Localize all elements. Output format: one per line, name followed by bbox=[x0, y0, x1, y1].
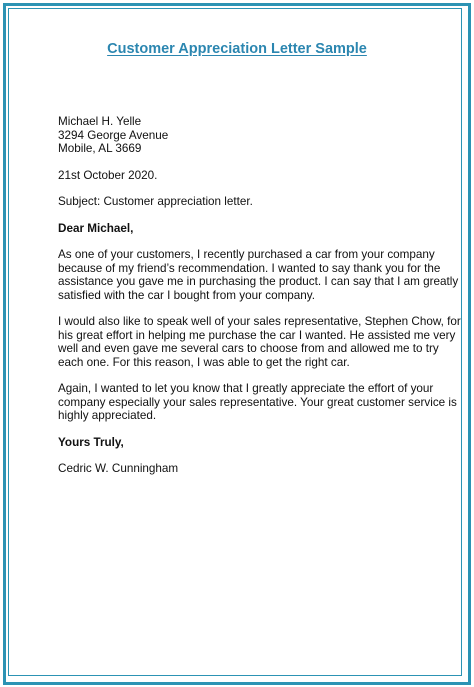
paragraph-line: each one. For this reason, I was able to get the right car. bbox=[58, 355, 350, 369]
paragraph-line: well and even gave me several cars to choose from and allowed me to try bbox=[58, 342, 439, 355]
paragraph-line: his great effort in helping me purchase the car I wanted. He assisted me very bbox=[58, 328, 456, 342]
letter-title: Customer Appreciation Letter Sample bbox=[107, 41, 367, 57]
closing: Yours Truly, bbox=[58, 435, 124, 449]
salutation: Dear Michael, bbox=[58, 221, 134, 235]
address-line: 3294 George Avenue bbox=[58, 128, 169, 142]
paragraph-line: highly appreciated. bbox=[58, 409, 157, 422]
letter-date: 21st October 2020. bbox=[58, 168, 158, 182]
address-line: Michael H. Yelle bbox=[58, 115, 142, 128]
paragraph-line: satisfied with the car I bought from your company. bbox=[58, 288, 316, 302]
letter-subject: Subject: Customer appreciation letter. bbox=[58, 195, 253, 208]
paragraph-line: company especially your sales representative. Your great customer service is bbox=[58, 395, 457, 409]
paragraph-line: Again, I wanted to let you know that I greatly appreciate the effort of your bbox=[58, 382, 434, 395]
paragraph-line: I would also like to speak well of your sales representative, Stephen Chow, for bbox=[58, 315, 461, 328]
paragraph-line: As one of your customers, I recently purchased a car from your company bbox=[58, 248, 435, 261]
body-paragraph-3 bbox=[58, 382, 457, 423]
letter-body bbox=[58, 115, 461, 489]
body-paragraph-1 bbox=[58, 248, 459, 302]
recipient-address bbox=[58, 115, 428, 156]
paragraph-line: assistance you gave me in purchasing the product. I can say that I am greatly bbox=[58, 275, 459, 288]
paragraph-line: because of my friend’s recommendation. I wanted to say thank you for the bbox=[58, 261, 441, 275]
address-line: Mobile, AL 3669 bbox=[58, 142, 142, 155]
body-paragraph-2 bbox=[58, 315, 461, 369]
signature: Cedric W. Cunningham bbox=[58, 462, 179, 475]
